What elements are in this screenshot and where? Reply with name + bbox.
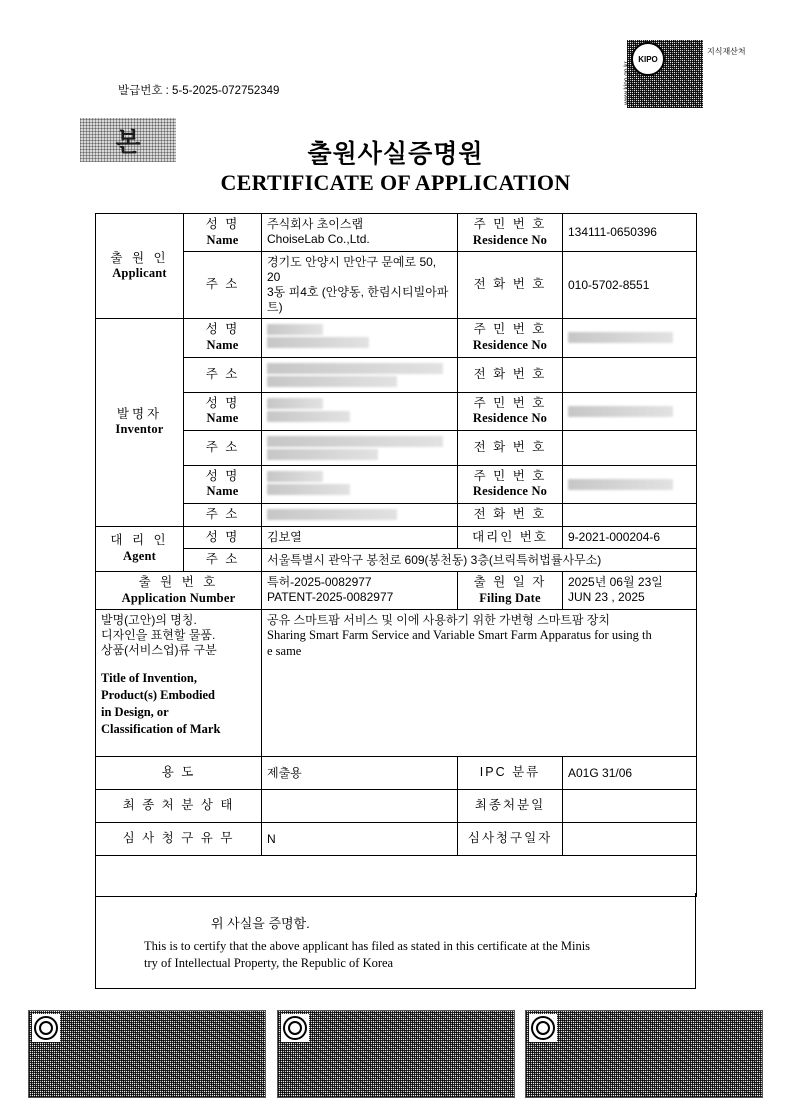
inventor2-name-label-en: Name [206, 411, 239, 426]
filing-date-value [563, 571, 697, 609]
name-label-en: Name [206, 232, 239, 247]
applicant-residence-no-value: 134111-0650396 [563, 214, 697, 252]
kipo-url-label: www.kipo.go.kr [623, 61, 630, 105]
exam-request-date-label-ko: 심사청구일자 [467, 831, 553, 846]
inventor2-residence-label-ko: 주 민 번 호 [473, 395, 547, 410]
table-row-final-status [96, 790, 697, 823]
application-number-label-en: Application Number [121, 590, 236, 605]
agent-label [96, 526, 184, 571]
final-status-label-ko: 최 종 처 분 상 태 [122, 798, 235, 813]
inventor3-phone-label-ko: 전 화 번 호 [473, 507, 547, 521]
invention-title-en-line2: e same [267, 643, 302, 658]
residence-no-label-en: Residence No [472, 232, 548, 247]
title-of-invention-value [262, 610, 697, 757]
table-row-exam-request [96, 823, 697, 856]
table-row-application-number [96, 571, 697, 609]
inventor1-address-label-ko: 주 소 [205, 366, 240, 381]
inventor1-name-label [184, 319, 262, 357]
redacted-text [267, 337, 369, 348]
table-row-inventor3-address [96, 504, 697, 527]
table-row-inventor3-name [96, 465, 697, 503]
certification-text-en [144, 938, 677, 972]
inventor-label-en: Inventor [115, 422, 164, 437]
application-number-value [262, 571, 458, 609]
applicant-address-line2: 3동 피4호 (안양동, 한림시티빌아파 [267, 285, 449, 300]
original-copy-stamp-label: 본 [115, 126, 141, 157]
inventor3-residence-value [563, 465, 697, 503]
agent-label-ko: 대 리 인 [110, 533, 169, 548]
redacted-text [267, 484, 350, 495]
applicant-address-line1: 경기도 안양시 만안구 문예로 50, 20 [267, 255, 437, 285]
barcode-2 [277, 1010, 515, 1098]
applicant-address-value [262, 252, 458, 319]
inventor1-address-value [262, 357, 458, 392]
title-of-invention-label-en1: Title of Invention, [101, 671, 197, 686]
applicant-label-en: Applicant [112, 266, 167, 281]
inventor2-residence-label-en: Residence No [472, 411, 548, 426]
redacted-text [568, 479, 673, 490]
applicant-phone-value: 010-5702-8551 [563, 252, 697, 319]
application-number-label [96, 571, 262, 609]
certification-text-ko: 위 사실을 증명함. [211, 916, 310, 931]
inventor3-address-label-ko: 주 소 [205, 507, 240, 521]
table-row-inventor2-name [96, 392, 697, 430]
filing-date-label-en: Filing Date [479, 590, 541, 605]
table-row-blank [96, 856, 697, 897]
inventor2-phone-value [563, 430, 697, 465]
address-label [184, 252, 262, 319]
inventor1-name-value [262, 319, 458, 357]
inventor1-residence-label-en: Residence No [472, 337, 548, 352]
agent-no-value: 9-2021-000204-6 [563, 526, 697, 549]
redacted-text [267, 376, 397, 387]
agent-label-en: Agent [123, 548, 156, 563]
final-status-date-value [563, 790, 697, 823]
agent-name-label-ko: 성 명 [205, 529, 240, 544]
applicant-name-ko: 주식회사 초이스랩 [267, 217, 364, 231]
agent-address-value: 서울특별시 관악구 봉천로 609(봉천동) 3층(브릭특허법률사무소) [262, 549, 697, 572]
title-of-invention-label-ko3: 상품(서비스업)류 구분 [101, 643, 217, 658]
applicant-name-en: ChoiseLab Co.,Ltd. [267, 232, 370, 246]
barcode-3 [525, 1010, 763, 1098]
inventor3-phone-label [458, 504, 563, 527]
certification-statement [95, 893, 696, 989]
inventor2-phone-label-ko: 전 화 번 호 [473, 439, 547, 454]
barcode-anchor-icon [529, 1014, 557, 1042]
filing-date-label [458, 571, 563, 609]
final-status-label [96, 790, 262, 823]
title-of-invention-label-ko2: 디자인을 표현할 물품. [101, 628, 216, 643]
application-number-en: PATENT-2025-0082977 [267, 589, 394, 604]
inventor3-residence-label [458, 465, 563, 503]
certificate-table [95, 213, 697, 897]
redacted-text [267, 324, 323, 335]
inventor1-phone-label [458, 357, 563, 392]
address-label-ko: 주 소 [205, 277, 240, 292]
title-of-invention-label-en [101, 670, 256, 738]
document-title-korean: 출원사실증명원 [307, 140, 484, 168]
barcode-anchor-icon [281, 1014, 309, 1042]
inventor3-residence-label-en: Residence No [472, 484, 548, 499]
redacted-text [267, 411, 350, 422]
redacted-text [267, 436, 443, 447]
inventor1-phone-label-ko: 전 화 번 호 [473, 366, 547, 381]
title-of-invention-label-en3: in Design, or [101, 704, 169, 719]
inventor2-residence-label [458, 392, 563, 430]
filing-date-en-value: JUN 23 , 2025 [568, 589, 645, 604]
exam-request-value: N [262, 823, 458, 856]
application-number-ko: 특허-2025-0082977 [267, 574, 372, 589]
final-status-date-label [458, 790, 563, 823]
phone-label [458, 252, 563, 319]
agent-no-label [458, 526, 563, 549]
redacted-text [568, 332, 673, 343]
inventor1-residence-label-ko: 주 민 번 호 [473, 322, 547, 337]
exam-request-label [96, 823, 262, 856]
certification-text-en-line1: This is to certify that the above applicant has filed as stated in this certificate at the Minis [144, 939, 591, 953]
redacted-text [267, 449, 378, 460]
inventor-label-ko: 발명자 [116, 406, 163, 421]
barcode-strip [28, 1010, 763, 1098]
inventor2-name-label [184, 392, 262, 430]
inventor1-name-label-en: Name [206, 337, 239, 352]
table-row-agent-name [96, 526, 697, 549]
final-status-value [262, 790, 458, 823]
document-title-english: CERTIFICATE OF APPLICATION [220, 170, 571, 195]
residence-no-label [458, 214, 563, 252]
barcode-anchor-icon [32, 1014, 60, 1042]
ipc-label-ko: IPC 분류 [479, 765, 541, 780]
table-row-inventor1-address [96, 357, 697, 392]
inventor3-name-label-en: Name [206, 484, 239, 499]
inventor2-name-label-ko: 성 명 [205, 395, 240, 410]
application-number-label-ko: 출 원 번 호 [138, 574, 219, 589]
inventor1-address-label [184, 357, 262, 392]
table-row-applicant-name [96, 214, 697, 252]
inventor2-residence-value [563, 392, 697, 430]
redacted-text [267, 471, 323, 482]
kipo-seal [623, 40, 746, 108]
invention-title-ko: 공유 스마트팜 서비스 및 이에 사용하기 위한 가변형 스마트팜 장치 [267, 613, 610, 628]
barcode-1 [28, 1010, 266, 1098]
title-of-invention-label-ko1: 발명(고안)의 명칭. [101, 613, 197, 628]
name-label-ko: 성 명 [205, 217, 240, 231]
redacted-text [267, 398, 323, 409]
agent-no-label-ko: 대리인 번호 [472, 529, 548, 544]
invention-title-en-line1: Sharing Smart Farm Service and Variable Smart Farm Apparatus for using th [267, 628, 652, 643]
inventor3-name-label [184, 465, 262, 503]
filing-date-ko-value: 2025년 06월 23일 [568, 574, 663, 589]
applicant-address-line3: 트) [267, 300, 283, 315]
table-row-purpose [96, 757, 697, 790]
table-row-applicant-address [96, 252, 697, 319]
inventor3-address-value [262, 504, 458, 527]
applicant-label-ko: 출 원 인 [110, 250, 169, 265]
exam-request-label-ko: 심 사 청 구 유 무 [122, 831, 235, 846]
exam-request-date-value [563, 823, 697, 856]
inventor2-phone-label [458, 430, 563, 465]
agent-name-value: 김보열 [262, 526, 458, 549]
purpose-label [96, 757, 262, 790]
table-row-agent-address [96, 549, 697, 572]
inventor2-address-label [184, 430, 262, 465]
inventor3-name-label-ko: 성 명 [205, 468, 240, 483]
inventor1-phone-value [563, 357, 697, 392]
ipc-label [458, 757, 563, 790]
exam-request-date-label [458, 823, 563, 856]
kipo-logo-icon: KIPO [631, 42, 665, 76]
inventor3-name-value [262, 465, 458, 503]
title-of-invention-label-en2: Product(s) Embodied [101, 688, 216, 702]
purpose-label-ko: 용 도 [161, 765, 196, 780]
applicant-name-value [262, 214, 458, 252]
final-status-date-label-ko: 최종처분일 [474, 798, 546, 813]
blank-cell [96, 856, 697, 897]
kipo-agency-label: 지식재산처 [707, 47, 746, 56]
ipc-value: A01G 31/06 [563, 757, 697, 790]
agent-address-label-ko: 주 소 [205, 552, 240, 567]
inventor2-address-value [262, 430, 458, 465]
inventor3-address-label [184, 504, 262, 527]
agent-name-label [184, 526, 262, 549]
filing-date-label-ko: 출 원 일 자 [473, 574, 547, 589]
phone-label-ko: 전 화 번 호 [473, 277, 547, 292]
redacted-text [267, 363, 443, 374]
inventor3-phone-value [563, 504, 697, 527]
agent-address-label [184, 549, 262, 572]
table-row-title-of-invention [96, 610, 697, 757]
issue-number: 발급번호 : 5-5-2025-072752349 [118, 85, 280, 97]
title-of-invention-label-en4: Classification of Mark [101, 721, 221, 736]
title-of-invention-label [96, 610, 262, 757]
table-row-inventor1-name [96, 319, 697, 357]
inventor2-name-value [262, 392, 458, 430]
certification-text-en-line2: try of Intellectual Property, the Republic of Korea [144, 955, 394, 970]
inventor1-residence-label [458, 319, 563, 357]
table-row-inventor2-address [96, 430, 697, 465]
applicant-label [96, 214, 184, 319]
inventor-label [96, 319, 184, 526]
redacted-text [568, 406, 673, 417]
name-label [184, 214, 262, 252]
redacted-text [267, 509, 397, 520]
inventor1-name-label-ko: 성 명 [205, 322, 240, 337]
inventor1-residence-value [563, 319, 697, 357]
residence-no-label-ko: 주 민 번 호 [473, 217, 547, 231]
inventor2-address-label-ko: 주 소 [205, 439, 240, 454]
purpose-value: 제출용 [262, 757, 458, 790]
inventor3-residence-label-ko: 주 민 번 호 [473, 468, 547, 483]
